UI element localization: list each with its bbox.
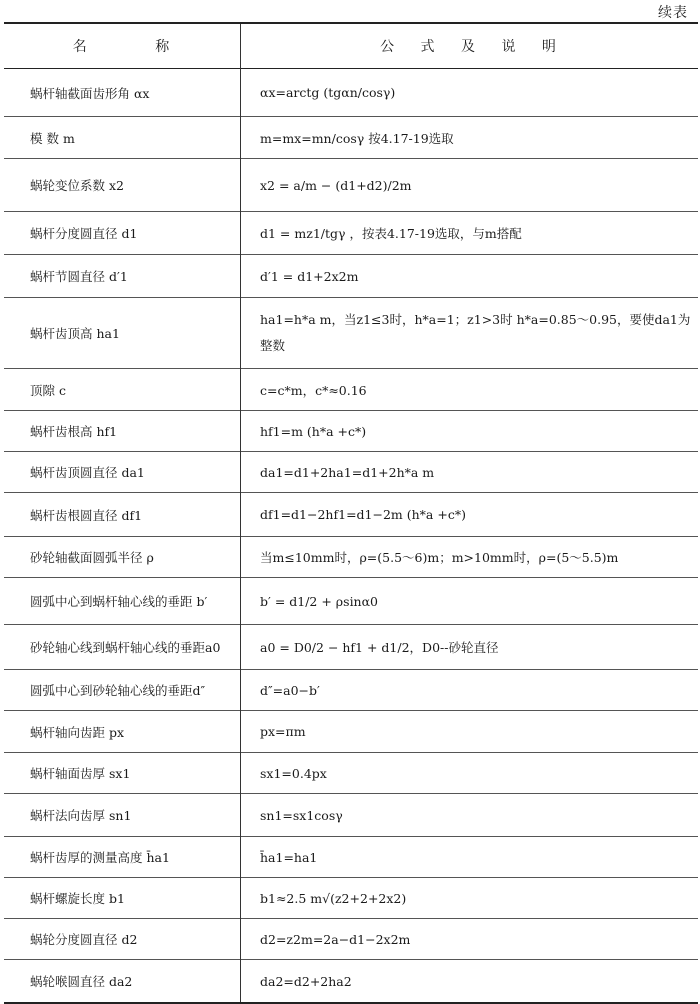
table-header (4, 24, 698, 69)
row-name: 蜗杆齿根圆直径 df1 (30, 507, 143, 523)
row-name: 蜗杆轴面齿厚 sx1 (30, 766, 131, 781)
row-name: 蜗杆轴截面齿形角 αx (30, 85, 150, 101)
header-name: 名 称 (72, 39, 172, 55)
row-formula: c=c*m，c*≈0.16 (260, 382, 367, 398)
header-formula: 公 式 及 说 明 (380, 39, 558, 55)
row-formula: d2=z2m=2a−d1−2x2m (260, 931, 411, 947)
row-formula: hf1=m (h*a +c*) (260, 423, 367, 439)
row-formula: h̄a1=ha1 (260, 849, 318, 865)
row-name: 蜗杆分度圆直径 d1 (30, 226, 138, 241)
row-name: 蜗杆法向齿厚 sn1 (30, 808, 132, 823)
row-name: 蜗轮分度圆直径 d2 (30, 932, 138, 947)
row-name: 蜗杆齿顶高 ha1 (30, 326, 120, 341)
row-formula: df1=d1−2hf1=d1−2m (h*a +c*) (260, 507, 466, 522)
row-name: 圆弧中心到砂轮轴心线的垂距d″ (30, 683, 206, 698)
table-row (4, 537, 698, 578)
row-name: 顶隙 c (30, 382, 66, 398)
column-divider (240, 24, 241, 1002)
table-row (4, 794, 698, 837)
row-formula: sx1=0.4px (260, 765, 327, 781)
row-formula: ha1=h*a m，当z1≤3时，h*a=1；z1>3时 h*a=0.85～0.95，要使da1为整数 (260, 312, 691, 353)
row-formula: a0 = D0/2 − hf1 + d1/2，D0--砂轮直径 (260, 640, 499, 655)
table-row (4, 159, 698, 212)
row-name: 蜗轮变位系数 x2 (30, 178, 124, 193)
row-name: 蜗杆轴向齿距 px (30, 724, 125, 740)
table-row (4, 69, 698, 117)
row-name: 模 数 m (30, 130, 75, 146)
row-formula: b′ = d1/2 + ρsinα0 (260, 593, 379, 609)
continued-label: 续表 (658, 5, 688, 21)
table-row (4, 452, 698, 493)
table-row (4, 212, 698, 255)
table-row (4, 960, 698, 1002)
row-formula: px=πm (260, 724, 306, 739)
table-row (4, 255, 698, 298)
row-name: 蜗杆螺旋长度 b1 (30, 891, 125, 906)
row-formula: da1=d1+2ha1=d1+2h*a m (260, 464, 435, 480)
row-name: 蜗轮喉圆直径 da2 (30, 974, 133, 989)
row-name: 圆弧中心到蜗杆轴心线的垂距 b′ (30, 594, 208, 609)
table-row (4, 919, 698, 960)
table-row (4, 878, 698, 919)
row-formula: da2=d2+2ha2 (260, 973, 352, 989)
table-row (4, 411, 698, 452)
table-row (4, 298, 698, 369)
row-formula: αx=arctg (tgαn/cosγ) (260, 85, 396, 100)
row-name: 砂轮轴截面圆弧半径 ρ (30, 550, 154, 565)
table-row (4, 578, 698, 625)
table-row (4, 837, 698, 878)
row-name: 蜗杆齿厚的测量高度 h̄a1 (30, 850, 170, 865)
table-row (4, 117, 698, 159)
row-formula: sn1=sx1cosγ (260, 807, 343, 823)
row-formula: d′1 = d1+2x2m (260, 268, 359, 284)
row-name: 蜗杆节圆直径 d′1 (30, 269, 128, 284)
row-formula: x2 = a/m − (d1+d2)/2m (260, 177, 412, 193)
row-name: 蜗杆齿顶圆直径 da1 (30, 465, 145, 480)
formula-table (4, 22, 698, 1004)
table-body (4, 69, 698, 1002)
table-row (4, 369, 698, 411)
row-formula: b1≈2.5 m√(z2+2+2x2) (260, 890, 407, 906)
table-row (4, 711, 698, 753)
table-row (4, 625, 698, 670)
table-row (4, 753, 698, 794)
row-formula: d1 = mz1/tgγ ，按表4.17-19选取，与m搭配 (260, 226, 522, 241)
row-name: 砂轮轴心线到蜗杆轴心线的垂距a0 (30, 640, 221, 655)
row-formula: 当m≤10mm时，ρ=(5.5～6)m；m>10mm时，ρ=(5～5.5)m (260, 550, 619, 565)
row-formula: d″=a0−b′ (260, 682, 320, 698)
row-name: 蜗杆齿根高 hf1 (30, 424, 118, 439)
table-row (4, 670, 698, 711)
table-row (4, 493, 698, 537)
row-formula: m=mx=mn/cosγ 按4.17-19选取 (260, 130, 454, 146)
